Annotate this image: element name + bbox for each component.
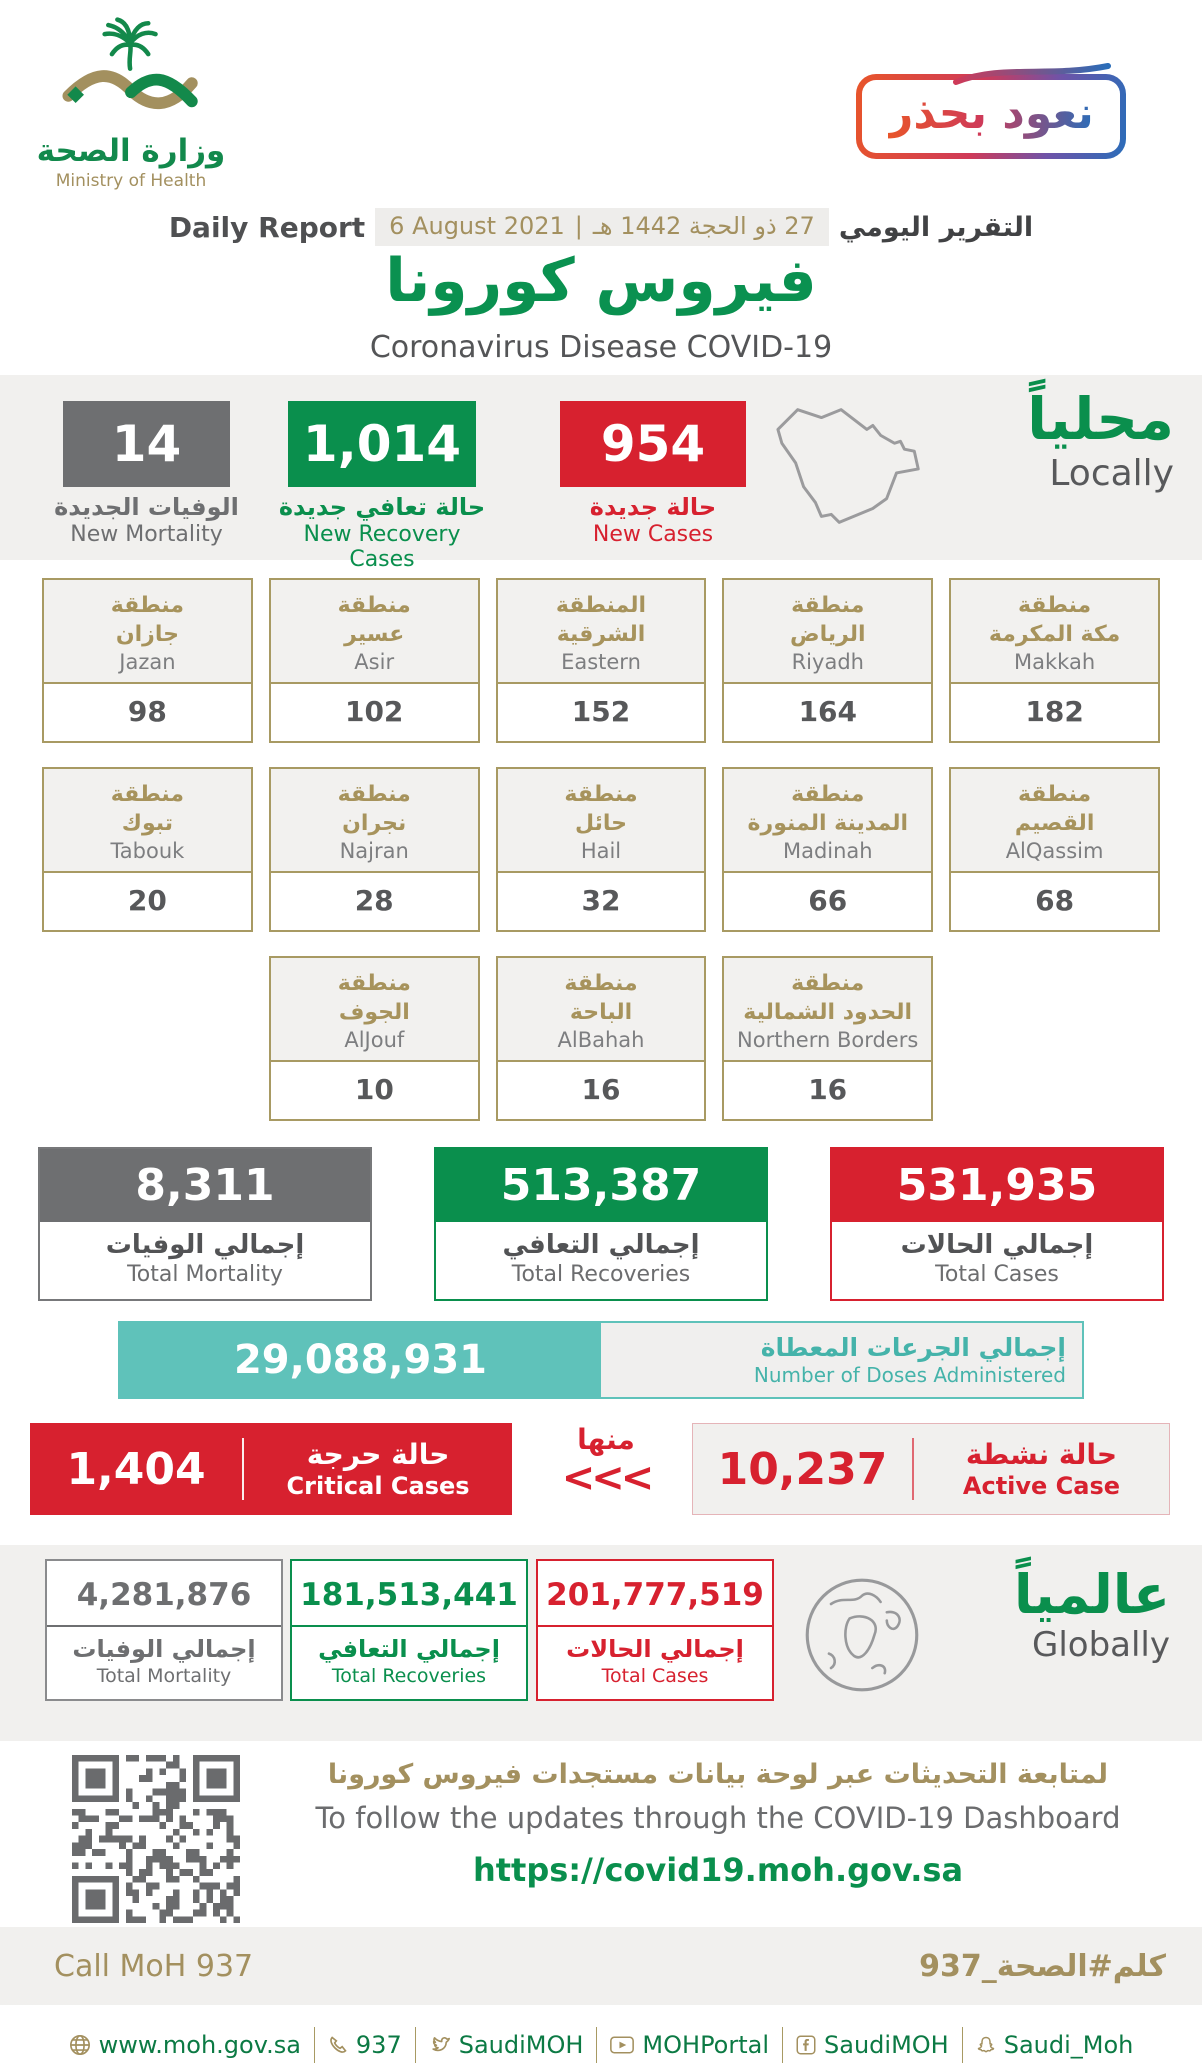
region-value: 182 bbox=[951, 684, 1158, 741]
new-recoveries-labels bbox=[268, 493, 496, 572]
locally-section bbox=[0, 375, 1202, 572]
total-cases-label-ar: إجمالي الحالات bbox=[900, 1230, 1094, 1260]
region-en: Madinah bbox=[782, 838, 873, 863]
footer-label: 937 bbox=[355, 2031, 402, 2059]
badge-text: نعود بحذر bbox=[888, 88, 1094, 139]
region-card-madinah bbox=[722, 767, 933, 932]
saudi-arabia-map-icon bbox=[770, 387, 938, 549]
region-value: 20 bbox=[44, 873, 251, 930]
footer-item-website[interactable] bbox=[56, 2031, 314, 2059]
region-card-asir bbox=[269, 578, 480, 743]
region-value: 10 bbox=[271, 1062, 478, 1119]
footer-label: www.moh.gov.sa bbox=[98, 2031, 301, 2059]
region-en: Hail bbox=[580, 838, 622, 863]
active-cases-value: 10,237 bbox=[717, 1443, 888, 1495]
region-value: 32 bbox=[498, 873, 705, 930]
region-en: Makkah bbox=[1014, 649, 1096, 674]
total-mortality-value: 8,311 bbox=[40, 1149, 370, 1222]
region-card-albahah bbox=[496, 956, 707, 1121]
divider bbox=[292, 1625, 526, 1627]
badge-swoosh-icon bbox=[952, 62, 1112, 86]
footer-links bbox=[0, 2027, 1202, 2063]
total-mortality-label-en: Total Mortality bbox=[127, 1262, 283, 1287]
facebook-icon bbox=[796, 2035, 816, 2055]
region-en: AlQassim bbox=[1005, 838, 1104, 863]
critical-cases-label-en: Critical Cases bbox=[286, 1472, 470, 1500]
new-recoveries-label-en: New Recovery Cases bbox=[303, 522, 461, 572]
region-ar2: مكة المكرمة bbox=[988, 621, 1121, 647]
region-value: 16 bbox=[498, 1062, 705, 1119]
region-en: Asir bbox=[354, 649, 395, 674]
new-cases-value: 954 bbox=[560, 401, 746, 487]
page-title-english: Coronavirus Disease COVID-19 bbox=[369, 330, 833, 365]
global-mortality-label-ar: إجمالي الوفيات bbox=[72, 1635, 256, 1663]
moh-palm-emblem-icon bbox=[36, 16, 226, 134]
new-mortality-value: 14 bbox=[63, 401, 230, 487]
logo-arabic-name: وزارة الصحة bbox=[36, 133, 226, 169]
globe-icon bbox=[800, 1573, 924, 1701]
region-card-tabouk bbox=[42, 767, 253, 932]
call-moh-en: Call MoH 937 bbox=[54, 1948, 254, 1984]
region-ar2: الباحة bbox=[569, 999, 633, 1025]
footer-item-twitter[interactable] bbox=[416, 2031, 597, 2059]
region-ar2: الجوف bbox=[338, 999, 410, 1025]
daily-report-label-ar: التقرير اليومي bbox=[838, 211, 1034, 243]
total-mortality-box bbox=[38, 1147, 372, 1301]
global-recoveries-label-en: Total Recoveries bbox=[331, 1665, 487, 1687]
globe-icon bbox=[69, 2034, 91, 2056]
moh-logo bbox=[36, 16, 226, 191]
region-ar2: الحدود الشمالية bbox=[743, 999, 913, 1025]
footer-item-phone[interactable] bbox=[315, 2031, 415, 2059]
region-ar1: منطقة bbox=[791, 781, 865, 807]
region-ar2: الشرقية bbox=[556, 621, 646, 647]
region-value: 28 bbox=[271, 873, 478, 930]
logo-english-name: Ministry of Health bbox=[55, 171, 207, 191]
region-ar1: منطقة bbox=[337, 592, 411, 618]
divider bbox=[912, 1438, 914, 1500]
region-value: 16 bbox=[724, 1062, 931, 1119]
footer-label: SaudiMOH bbox=[458, 2031, 584, 2059]
region-value: 164 bbox=[724, 684, 931, 741]
region-value: 68 bbox=[951, 873, 1158, 930]
locally-heading bbox=[1027, 387, 1174, 494]
region-ar1: منطقة bbox=[791, 970, 865, 996]
daily-report-label-en: Daily Report bbox=[168, 210, 366, 244]
globally-heading bbox=[1014, 1565, 1170, 1665]
active-cases-box bbox=[692, 1423, 1170, 1515]
totals-row bbox=[0, 1147, 1202, 1301]
date-hijri: 27 ذو الحجة 1442 هـ bbox=[592, 212, 815, 240]
region-card-aljouf bbox=[269, 956, 480, 1121]
active-cases-label-en: Active Case bbox=[962, 1472, 1121, 1500]
region-value: 102 bbox=[271, 684, 478, 741]
regions-row-1 bbox=[42, 578, 1160, 743]
doses-labels bbox=[601, 1323, 1082, 1397]
call-moh-band bbox=[0, 1927, 1202, 2005]
global-mortality-value: 4,281,876 bbox=[76, 1577, 252, 1613]
new-cases-labels bbox=[545, 493, 761, 547]
region-ar1: منطقة bbox=[337, 970, 411, 996]
region-ar1: منطقة bbox=[110, 781, 184, 807]
total-recoveries-label-ar: إجمالي التعافي bbox=[502, 1230, 700, 1260]
region-ar2: جازان bbox=[115, 621, 179, 647]
region-ar1: المنطقة bbox=[555, 592, 647, 618]
region-value: 152 bbox=[498, 684, 705, 741]
region-ar2: المدينة المنورة bbox=[747, 810, 909, 836]
region-value: 98 bbox=[44, 684, 251, 741]
region-card-hail bbox=[496, 767, 707, 932]
page-title-arabic: فيروس كورونا bbox=[385, 246, 817, 316]
new-mortality-label-ar: الوفيات الجديدة bbox=[54, 493, 239, 521]
dashboard-url-link[interactable]: https://covid19.moh.gov.sa bbox=[472, 1851, 964, 1889]
region-ar2: تبوك bbox=[121, 810, 173, 836]
footer-label: MOHPortal bbox=[642, 2031, 770, 2059]
date-gregorian: 6 August 2021 bbox=[389, 212, 565, 240]
dashboard-line-en: To follow the updates through the COVID-19 Dashboard bbox=[315, 1801, 1121, 1835]
new-cases-label-en: New Cases bbox=[592, 522, 714, 547]
twitter-icon bbox=[429, 2034, 451, 2056]
region-ar2: نجران bbox=[342, 810, 407, 836]
total-recoveries-label-en: Total Recoveries bbox=[511, 1262, 691, 1287]
region-card-northern-borders bbox=[722, 956, 933, 1121]
doses-value: 29,088,931 bbox=[120, 1323, 601, 1397]
region-ar2: القصيم bbox=[1014, 810, 1095, 836]
global-cases-label-ar: إجمالي الحالات bbox=[566, 1635, 744, 1663]
region-ar1: منطقة bbox=[564, 970, 638, 996]
region-ar2: حائل bbox=[574, 810, 627, 836]
youtube-icon bbox=[610, 2035, 634, 2055]
total-mortality-label-ar: إجمالي الوفيات bbox=[105, 1230, 305, 1260]
total-recoveries-value: 513,387 bbox=[436, 1149, 766, 1222]
region-card-eastern bbox=[496, 578, 707, 743]
total-cases-label-en: Total Cases bbox=[935, 1262, 1059, 1287]
region-en: Northern Borders bbox=[737, 1027, 919, 1052]
divider bbox=[538, 1625, 772, 1627]
globally-section bbox=[0, 1545, 1202, 1741]
new-mortality-label-en: New Mortality bbox=[70, 522, 223, 547]
region-ar1: منطقة bbox=[110, 592, 184, 618]
region-card-riyadh bbox=[722, 578, 933, 743]
critical-active-row bbox=[0, 1423, 1202, 1519]
region-en: Tabouk bbox=[110, 838, 185, 863]
global-cases-value: 201,777,519 bbox=[546, 1577, 764, 1613]
locally-heading-ar: محلياً bbox=[1027, 385, 1174, 453]
doses-bar bbox=[118, 1321, 1084, 1399]
divider bbox=[47, 1625, 281, 1627]
global-recoveries-label-ar: إجمالي التعافي bbox=[318, 1635, 500, 1663]
region-card-alqassim bbox=[949, 767, 1160, 932]
report-date-line bbox=[0, 208, 1202, 246]
of-which-indicator bbox=[556, 1423, 656, 1501]
call-moh-hashtag-ar: كلم#الصحة_937 bbox=[919, 1948, 1166, 1984]
new-cases-label-ar: حالة جديدة bbox=[589, 493, 717, 521]
global-mortality-box bbox=[45, 1559, 283, 1701]
regions-row-2 bbox=[42, 767, 1160, 932]
global-cases-box bbox=[536, 1559, 774, 1701]
region-ar1: منطقة bbox=[564, 781, 638, 807]
date-separator: | bbox=[574, 212, 583, 240]
footer-label: Saudi_Moh bbox=[1003, 2031, 1134, 2059]
footer-label: SaudiMOH bbox=[824, 2031, 949, 2059]
region-ar1: منطقة bbox=[337, 781, 411, 807]
total-cases-value: 531,935 bbox=[832, 1149, 1162, 1222]
new-mortality-labels bbox=[43, 493, 250, 547]
global-recoveries-box bbox=[290, 1559, 528, 1701]
of-which-label: منها bbox=[577, 1423, 635, 1456]
locally-heading-en: Locally bbox=[1049, 453, 1174, 494]
active-cases-label-ar: حالة نشطة bbox=[965, 1438, 1118, 1471]
footer-item-snapchat[interactable] bbox=[963, 2031, 1147, 2059]
qr-code bbox=[72, 1755, 240, 1927]
critical-cases-box bbox=[30, 1423, 512, 1515]
dashboard-section bbox=[0, 1741, 1202, 1927]
global-recoveries-value: 181,513,441 bbox=[300, 1577, 518, 1613]
region-ar2: الرياض bbox=[789, 621, 866, 647]
region-card-jazan bbox=[42, 578, 253, 743]
region-card-najran bbox=[269, 767, 480, 932]
left-chevrons-icon: <<< bbox=[561, 1455, 651, 1501]
dashboard-line-ar: لمتابعة التحديثات عبر لوحة بيانات مستجدات فيروس كورونا bbox=[327, 1759, 1109, 1790]
region-en: AlJouf bbox=[344, 1027, 405, 1052]
header bbox=[0, 0, 1202, 375]
phone-icon bbox=[328, 2035, 348, 2055]
regions-grid bbox=[0, 560, 1202, 1121]
region-card-makkah bbox=[949, 578, 1160, 743]
critical-cases-value: 1,404 bbox=[66, 1443, 206, 1495]
footer-item-youtube[interactable] bbox=[597, 2031, 782, 2059]
total-recoveries-box bbox=[434, 1147, 768, 1301]
region-ar1: منطقة bbox=[791, 592, 865, 618]
date-chip bbox=[375, 208, 829, 246]
region-ar1: منطقة bbox=[1017, 781, 1092, 807]
region-ar2: عسير bbox=[344, 621, 405, 647]
globally-heading-en: Globally bbox=[1031, 1625, 1170, 1665]
region-en: Riyadh bbox=[791, 649, 864, 674]
region-en: Eastern bbox=[561, 649, 641, 674]
footer-item-facebook[interactable] bbox=[783, 2031, 962, 2059]
total-cases-box bbox=[830, 1147, 1164, 1301]
region-en: Jazan bbox=[119, 649, 176, 674]
global-cases-label-en: Total Cases bbox=[601, 1665, 709, 1687]
region-en: Najran bbox=[339, 838, 409, 863]
snapchat-icon bbox=[976, 2035, 996, 2055]
doses-label-ar: إجمالي الجرعات المعطاة bbox=[760, 1333, 1066, 1362]
regions-row-3 bbox=[269, 956, 933, 1121]
globally-heading-ar: عالمياً bbox=[1014, 1563, 1170, 1626]
new-recoveries-label-ar: حالة تعافي جديدة bbox=[278, 493, 486, 521]
critical-cases-label-ar: حالة حرجة bbox=[306, 1438, 450, 1471]
region-ar1: منطقة bbox=[1017, 592, 1092, 618]
doses-label-en: Number of Doses Administered bbox=[753, 1363, 1066, 1387]
new-recoveries-value: 1,014 bbox=[288, 401, 476, 487]
region-en: AlBahah bbox=[557, 1027, 645, 1052]
return-with-caution-badge bbox=[856, 74, 1126, 159]
global-mortality-label-en: Total Mortality bbox=[96, 1665, 232, 1687]
region-value: 66 bbox=[724, 873, 931, 930]
